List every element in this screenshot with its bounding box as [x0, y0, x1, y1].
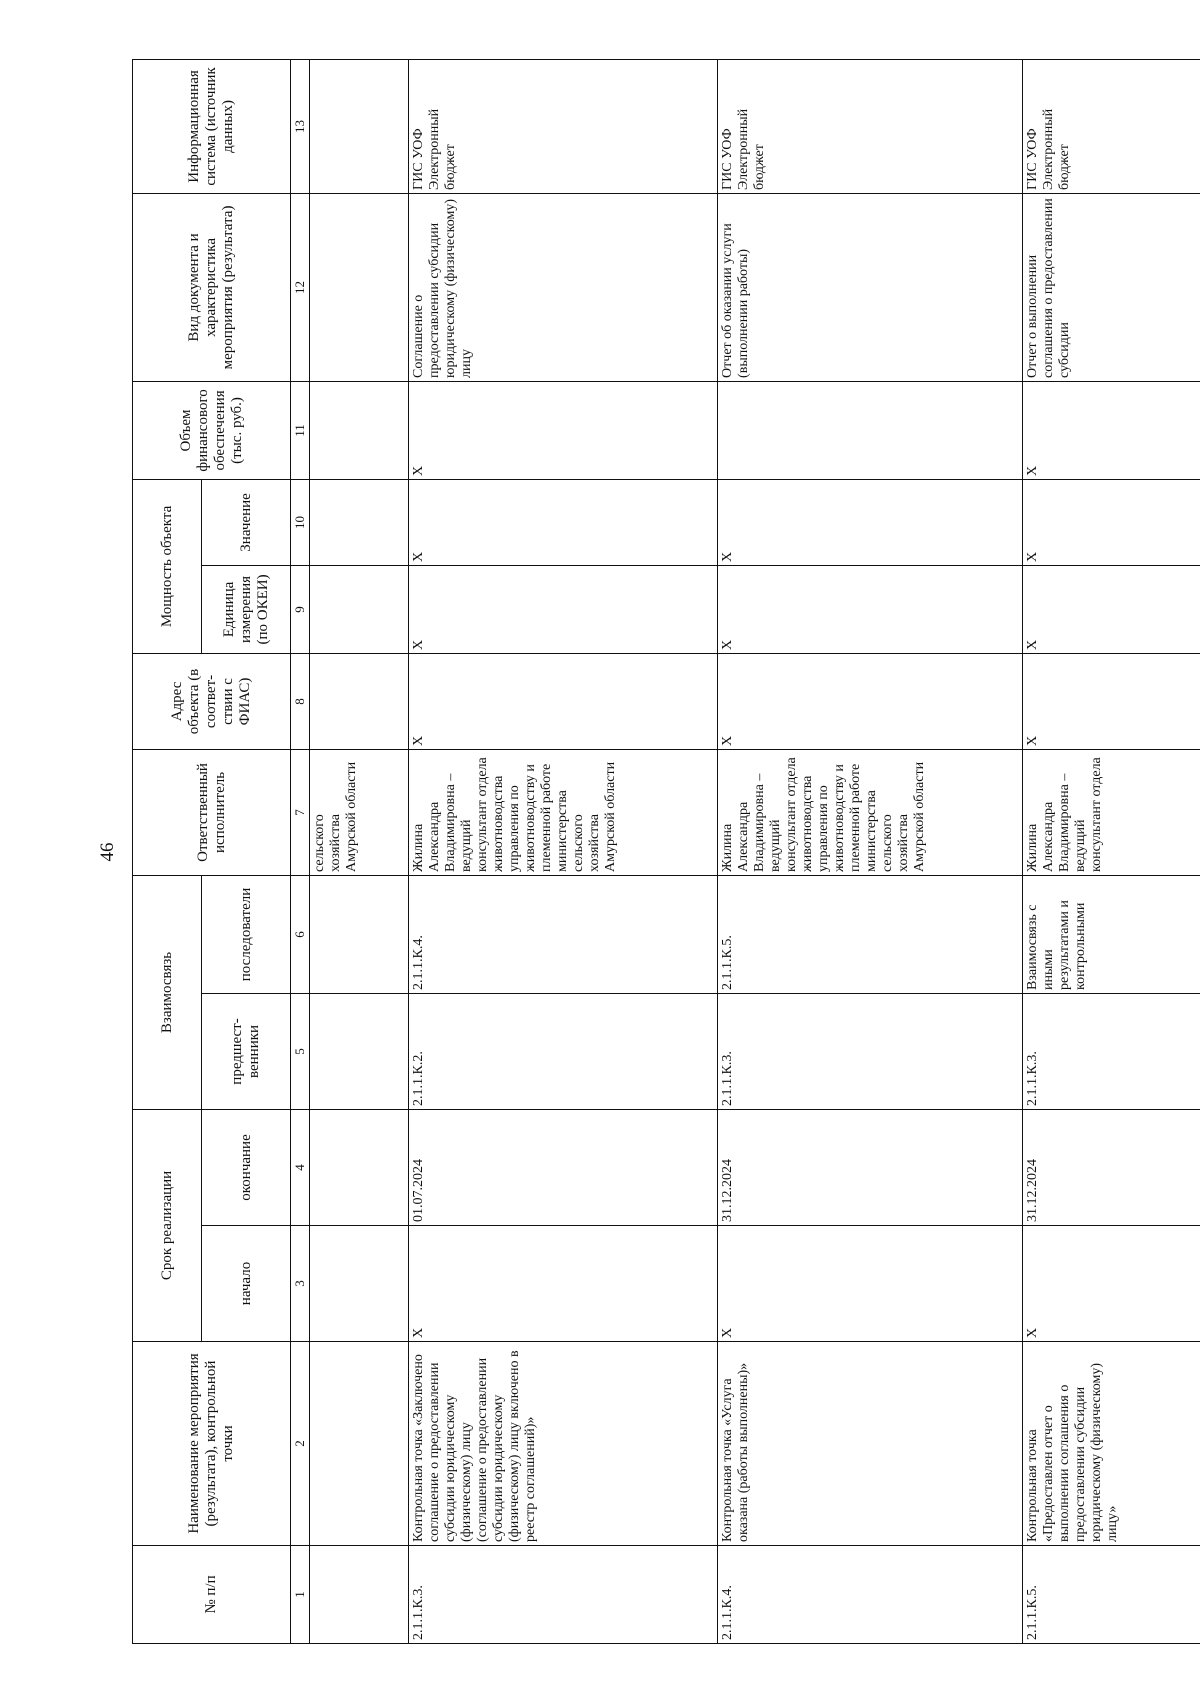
col-number: 5 [291, 993, 310, 1109]
table-row [409, 59, 718, 1643]
col-number: 9 [291, 565, 310, 653]
header-start: начало [202, 1226, 291, 1342]
col-number: 4 [291, 1109, 310, 1225]
col-number: 8 [291, 653, 310, 749]
header-end: окончание [202, 1109, 291, 1225]
cell-address: Х [1023, 653, 1200, 749]
cell-responsible: Жилина Александра Владимировна – ведущий консультант отдела [1023, 749, 1200, 875]
cell-doc: Отчет об оказании услуги (выполнении работы) [718, 193, 1023, 381]
header-doc: Вид документа и характеристика мероприятия (результата) [133, 193, 291, 381]
cell-value: Х [409, 479, 718, 565]
cell-unit: Х [1023, 565, 1200, 653]
col-number: 7 [291, 749, 310, 875]
cell-responsible-continued: сельского хозяйства Амурской области [310, 749, 409, 875]
cell-doc: Соглашение о предоставлении субсидии юридическому (физическому) лицу [409, 193, 718, 381]
cell-responsible: Жилина Александра Владимировна – ведущий консультант отдела животноводства управления по животноводству и племенной работе министерства сельского хозяйства Амурской области [718, 749, 1023, 875]
cell-num: 2.1.1.К.3. [409, 1546, 718, 1644]
cell-pred: 2.1.1.К.3. [1023, 993, 1200, 1109]
page-number: 46 [97, 842, 118, 862]
header-finance: Объем финансового обеспечения (тыс. руб.) [133, 381, 291, 479]
cell-address: Х [409, 653, 718, 749]
cell-succ: 2.1.1.К.5. [718, 875, 1023, 993]
cell-finance: Х [409, 381, 718, 479]
cell-infosys: ГИС УОФ Электронный бюджет [1023, 59, 1200, 193]
header-succ: последователи [202, 875, 291, 993]
header-period: Срок реализации [133, 1109, 202, 1341]
cell-num: 2.1.1.К.5. [1023, 1546, 1200, 1644]
col-number: 3 [291, 1226, 310, 1342]
header-name: Наименование мероприятия (результата), контрольной точки [133, 1342, 291, 1546]
cell-start: Х [1023, 1226, 1200, 1342]
cell-name: Контрольная точка «Предоставлен отчет о выполнении соглашения о предоставлении субсидии юридическому (физическому) лицу» [1023, 1342, 1200, 1546]
cell-unit: Х [409, 565, 718, 653]
cell-unit: Х [718, 565, 1023, 653]
header-unit: Единица измерения (по ОКЕИ) [202, 565, 291, 653]
header-pred: предшест-венники [202, 993, 291, 1109]
column-number-row [291, 59, 310, 1643]
col-number: 6 [291, 875, 310, 993]
activity-plan-table [132, 59, 1200, 1644]
col-number: 2 [291, 1342, 310, 1546]
col-number: 13 [291, 59, 310, 193]
table-body [310, 59, 1200, 1643]
cell-name: Контрольная точка «Заключено соглашение о предоставлении субсидии юридическому (физическому) лицу (соглашение о предоставлении субсидии юридическому (физическому) лицу включено в реестр соглашений)» [409, 1342, 718, 1546]
cell-end: 01.07.2024 [409, 1109, 718, 1225]
col-number: 1 [291, 1546, 310, 1644]
cell-end: 31.12.2024 [718, 1109, 1023, 1225]
cell-value: Х [718, 479, 1023, 565]
col-number: 12 [291, 193, 310, 381]
header-num: № п/п [133, 1546, 291, 1644]
cell-succ: Взаимосвязь с иными результатами и контрольными [1023, 875, 1200, 993]
col-number: 10 [291, 479, 310, 565]
cell-finance: Х [1023, 381, 1200, 479]
continuation-row [310, 59, 409, 1643]
cell-doc: Отчет о выполнении соглашения о предоставлении субсидии [1023, 193, 1200, 381]
cell-address: Х [718, 653, 1023, 749]
header-responsible: Ответственный исполнитель [133, 749, 291, 875]
cell-start: Х [409, 1226, 718, 1342]
cell-infosys: ГИС УОФ Электронный бюджет [718, 59, 1023, 193]
cell-pred: 2.1.1.К.3. [718, 993, 1023, 1109]
header-value: Значение [202, 479, 291, 565]
cell-num: 2.1.1.К.4. [718, 1546, 1023, 1644]
header-infosys: Информационная система (источник данных) [133, 59, 291, 193]
header-link: Взаимосвязь [133, 875, 202, 1109]
cell-succ: 2.1.1.К.4. [409, 875, 718, 993]
cell-value: Х [1023, 479, 1200, 565]
cell-start: Х [718, 1226, 1023, 1342]
header-capacity: Мощность объекта [133, 479, 202, 653]
col-number: 11 [291, 381, 310, 479]
header-address: Адрес объекта (в соответ-ствии с ФИАС) [133, 653, 291, 749]
table-header [133, 59, 310, 1643]
cell-infosys: ГИС УОФ Электронный бюджет [409, 59, 718, 193]
cell-responsible: Жилина Александра Владимировна – ведущий консультант отдела животноводства управления по животноводству и племенной работе министерства сельского хозяйства Амурской области [409, 749, 718, 875]
cell-name: Контрольная точка «Услуга оказана (работы выполнены)» [718, 1342, 1023, 1546]
rotated-table-container [132, 60, 1170, 1644]
cell-pred: 2.1.1.К.2. [409, 993, 718, 1109]
table-row [1023, 59, 1200, 1643]
table-row [718, 59, 1023, 1643]
cell-finance [718, 381, 1023, 479]
cell-end: 31.12.2024 [1023, 1109, 1200, 1225]
